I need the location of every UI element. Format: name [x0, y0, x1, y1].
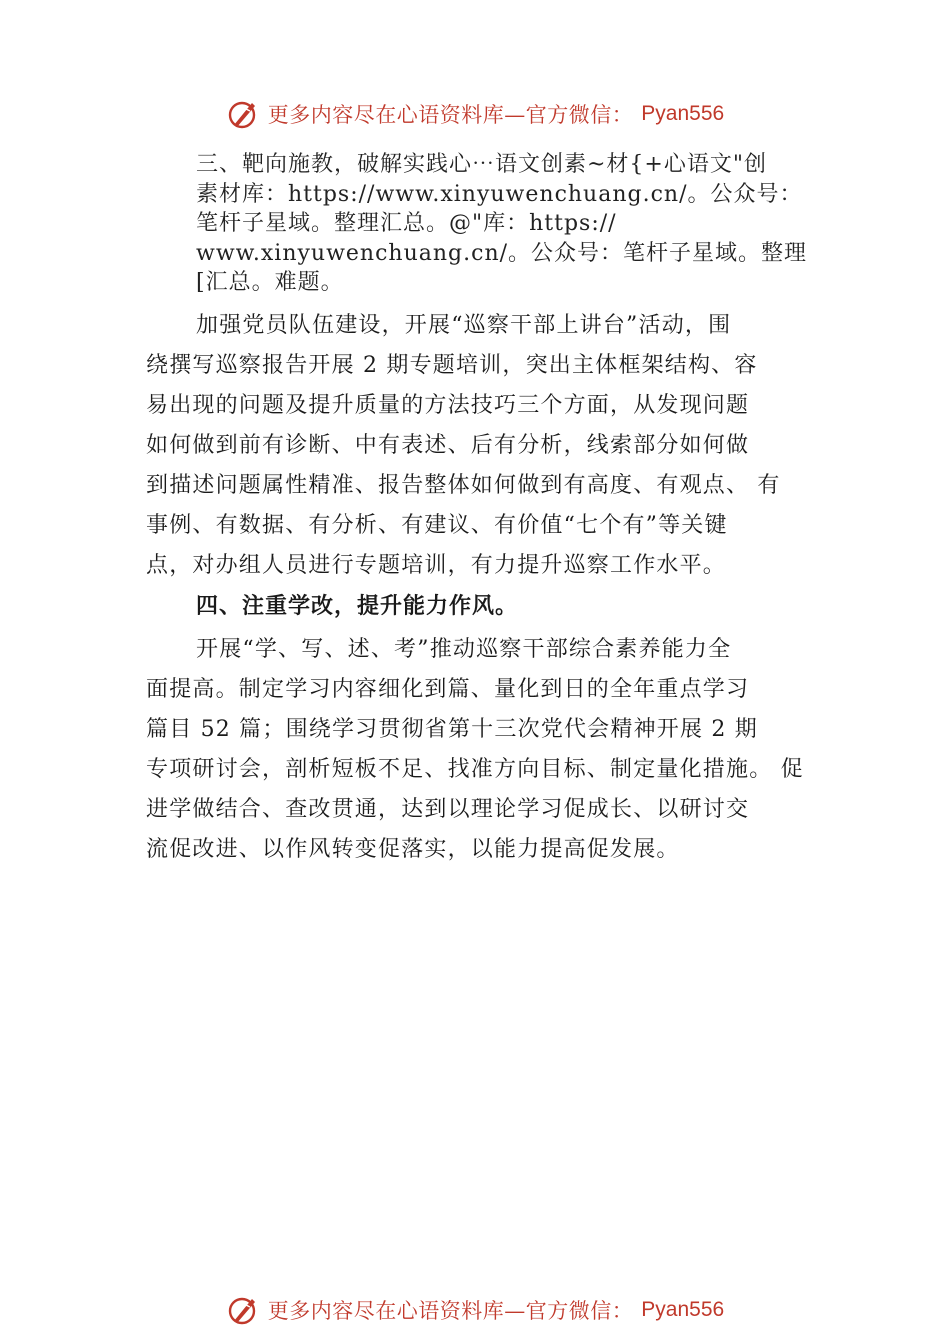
text-line: 面提高。制定学习内容细化到篇、量化到日的全年重点学习: [146, 677, 750, 702]
text-line: 加强党员队伍建设，开展“巡察干部上讲台”活动，围: [196, 313, 732, 338]
banner-text: 更多内容尽在心语资料库—官方微信：: [267, 103, 634, 127]
quill-circle-icon: [226, 97, 260, 131]
text-line: 如何做到前有诊断、中有表述、后有分析，线索部分如何做: [146, 433, 750, 458]
text-line: 专项研讨会，剖析短板不足、找准方向目标、制定量化措施。 促: [146, 757, 804, 782]
text-line: 开展“学、写、述、考”推动巡察干部综合素养能力全: [196, 637, 732, 662]
paragraph-study: [146, 630, 814, 870]
header-banner: [0, 94, 950, 134]
text-line: 篇目 52 篇；围绕学习贯彻省第十三次党代会精神开展 2 期: [146, 717, 758, 742]
scan-line: [汇总。难题。: [196, 270, 344, 295]
text-line: 进学做结合、查改贯通，达到以理论学习促成长、以研讨交: [146, 797, 750, 822]
section-heading: 四、注重学改，提升能力作风。: [196, 594, 519, 619]
scan-line: 素材库：https://www.xinyuwenchuang.cn/。公众号：: [196, 181, 803, 207]
scan-line: 笔杆子星域。整理汇总。@"库：https://: [196, 211, 617, 236]
footer-banner: [0, 1290, 950, 1330]
scanned-text-block: [196, 150, 816, 298]
quill-circle-icon: [226, 1293, 260, 1327]
paragraph-training: [146, 306, 814, 586]
text-line: 事例、有数据、有分析、有建议、有价值“七个有”等关键: [146, 513, 728, 538]
text-line: 易出现的问题及提升质量的方法技巧三个方面，从发现问题: [146, 393, 750, 418]
text-line: 点，对办组人员进行专题培训，有力提升巡察工作水平。: [146, 553, 727, 578]
scan-line: www.xinyuwenchuang.cn/。公众号：笔杆子星域。整理: [196, 240, 808, 266]
banner-handle: Pyan556: [641, 1298, 725, 1321]
scan-line: 三、靶向施教，破解实践心⋯语文创素~材{+心语文"创: [196, 152, 767, 177]
banner-handle: Pyan556: [641, 102, 725, 125]
text-line: 流促改进、以作风转变促落实，以能力提高促发展。: [146, 837, 680, 862]
text-line: 到描述问题属性精准、报告整体如何做到有高度、有观点、 有: [146, 473, 781, 498]
banner-text: 更多内容尽在心语资料库—官方微信：: [267, 1299, 634, 1323]
text-line: 绕撰写巡察报告开展 2 期专题培训，突出主体框架结构、容: [146, 353, 758, 378]
document-body: [146, 306, 814, 870]
